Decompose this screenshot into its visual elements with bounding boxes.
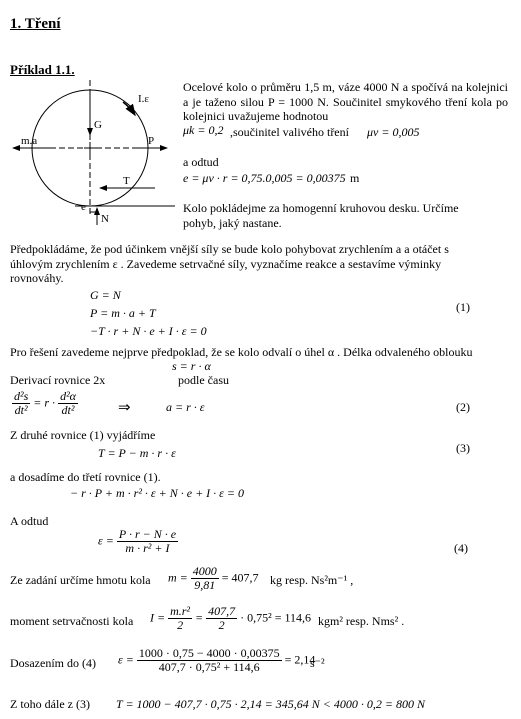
e-unit: m	[350, 171, 360, 185]
chapter-heading: 1. Tření	[10, 16, 61, 32]
eps-eq: ε = $\frac{P \cdot r - N \cdot e}{\text{m · r² + I}}$	[98, 527, 177, 555]
eq1a: G = N	[90, 288, 121, 302]
assume-text: Předpokládáme, že pod účinkem vnější síly se bude kolo pohybovat zrychlením a a otáčet s úhlovým zrychlením ε . Zavedeme setrvačné síly, vyznačíme reakce a sestavíme výminky rovnováhy.	[10, 242, 449, 285]
label-G: G	[94, 119, 102, 131]
moment-arc	[123, 102, 135, 115]
eq-number-4: (4)	[454, 541, 468, 555]
mu-v-label: ,součinitel valivého tření	[230, 125, 349, 139]
deriv-text: Derivací rovnice 2x	[10, 373, 106, 387]
inertia-unit: kgm² resp. Nms² .	[318, 614, 405, 628]
intro-text: Ocelové kolo o průměru 1,5 m, váze 4000 N a spočívá na kolejnici a je taženo silou P = 1000 N. Součinitel smykového tření kola po kolejnici uvažujeme hodnotou	[183, 80, 508, 123]
eq-number-1: (1)	[456, 300, 470, 314]
eq1c: −T · r + N · e + I · ε = 0	[90, 324, 207, 338]
from2-text: Z druhé rovnice (1) vyjádříme	[10, 428, 156, 442]
mu-k: μk = 0,2	[183, 123, 224, 137]
eq1b: P = m · a + T	[90, 306, 156, 320]
label-N: N	[101, 213, 109, 225]
hence-text: A odtud	[10, 514, 49, 528]
disk-text: Kolo pokládejme za homogenní kruhovou desku. Určíme pohyb, jaký nastane.	[183, 201, 459, 230]
arc-eq: s = r · α	[172, 359, 211, 373]
e-equation: e = μv · r = 0,75.0,005 = 0,00375	[183, 171, 346, 185]
inertia-label: moment setrvačnosti kola	[10, 614, 134, 628]
subst4-label: Dosazením do (4)	[10, 656, 96, 670]
eq-number-3: (3)	[456, 441, 470, 455]
mass-unit: kg resp. Ns²m⁻¹ ,	[270, 573, 354, 587]
eq2-lhs: $\frac{\text{d²s}}{\text{dt²}}$ = r · $\frac{\text{d²α}}{\text{dt²}}$	[14, 389, 76, 417]
then-text: a odtud	[183, 155, 219, 169]
eps-unit: s⁻²	[310, 656, 325, 670]
wheel-diagram	[5, 80, 180, 230]
eq-number-2: (2)	[456, 400, 470, 414]
subst-eq: − r · P + m · r² · ε + N · e + I · ε = 0	[70, 486, 244, 500]
mass-eq: m = $\frac{4000}{9,81}$ = 407,7	[168, 564, 259, 592]
solve-text: Pro řešení zavedeme nejprve předpoklad, že se kolo odvalí o úhel α . Délka odvaleného oblouku	[10, 345, 473, 359]
example-heading: Příklad 1.1.	[10, 62, 75, 77]
mass-label: Ze zadání určíme hmotu kola	[10, 573, 151, 587]
a-eq: a = r · ε	[166, 400, 205, 414]
T-eq: T = P − m · r · ε	[98, 446, 176, 460]
eps-value-eq: ε = $\frac{1000 \cdot 0,75 - 4000 \cdot 0,00375}{\text{407,7 · 0,75² + 114,6}}$ = 2,14	[118, 646, 316, 674]
last-label: Z toho dále z (3)	[10, 697, 90, 711]
label-T: T	[123, 175, 130, 187]
mu-v: μv = 0,005	[367, 125, 420, 139]
subst-text: a dosadíme do třetí rovnice (1).	[10, 470, 161, 484]
deriv-time: podle času	[178, 373, 229, 387]
implies-arrow: ⇒	[118, 400, 131, 416]
label-Ieps: I.ε	[138, 93, 150, 105]
label-ma: m.a	[21, 135, 38, 147]
label-P: P	[148, 135, 155, 147]
inertia-eq: I = $\frac{\text{m.r²}}{2}$ = $\frac{407,7}{2}$ · 0,75² = 114,6	[150, 604, 312, 632]
label-e: e	[81, 201, 86, 213]
last-eq: T = 1000 − 407,7 · 0,75 · 2,14 = 345,64 N < 4000 · 0,2 = 800 N	[116, 697, 425, 711]
